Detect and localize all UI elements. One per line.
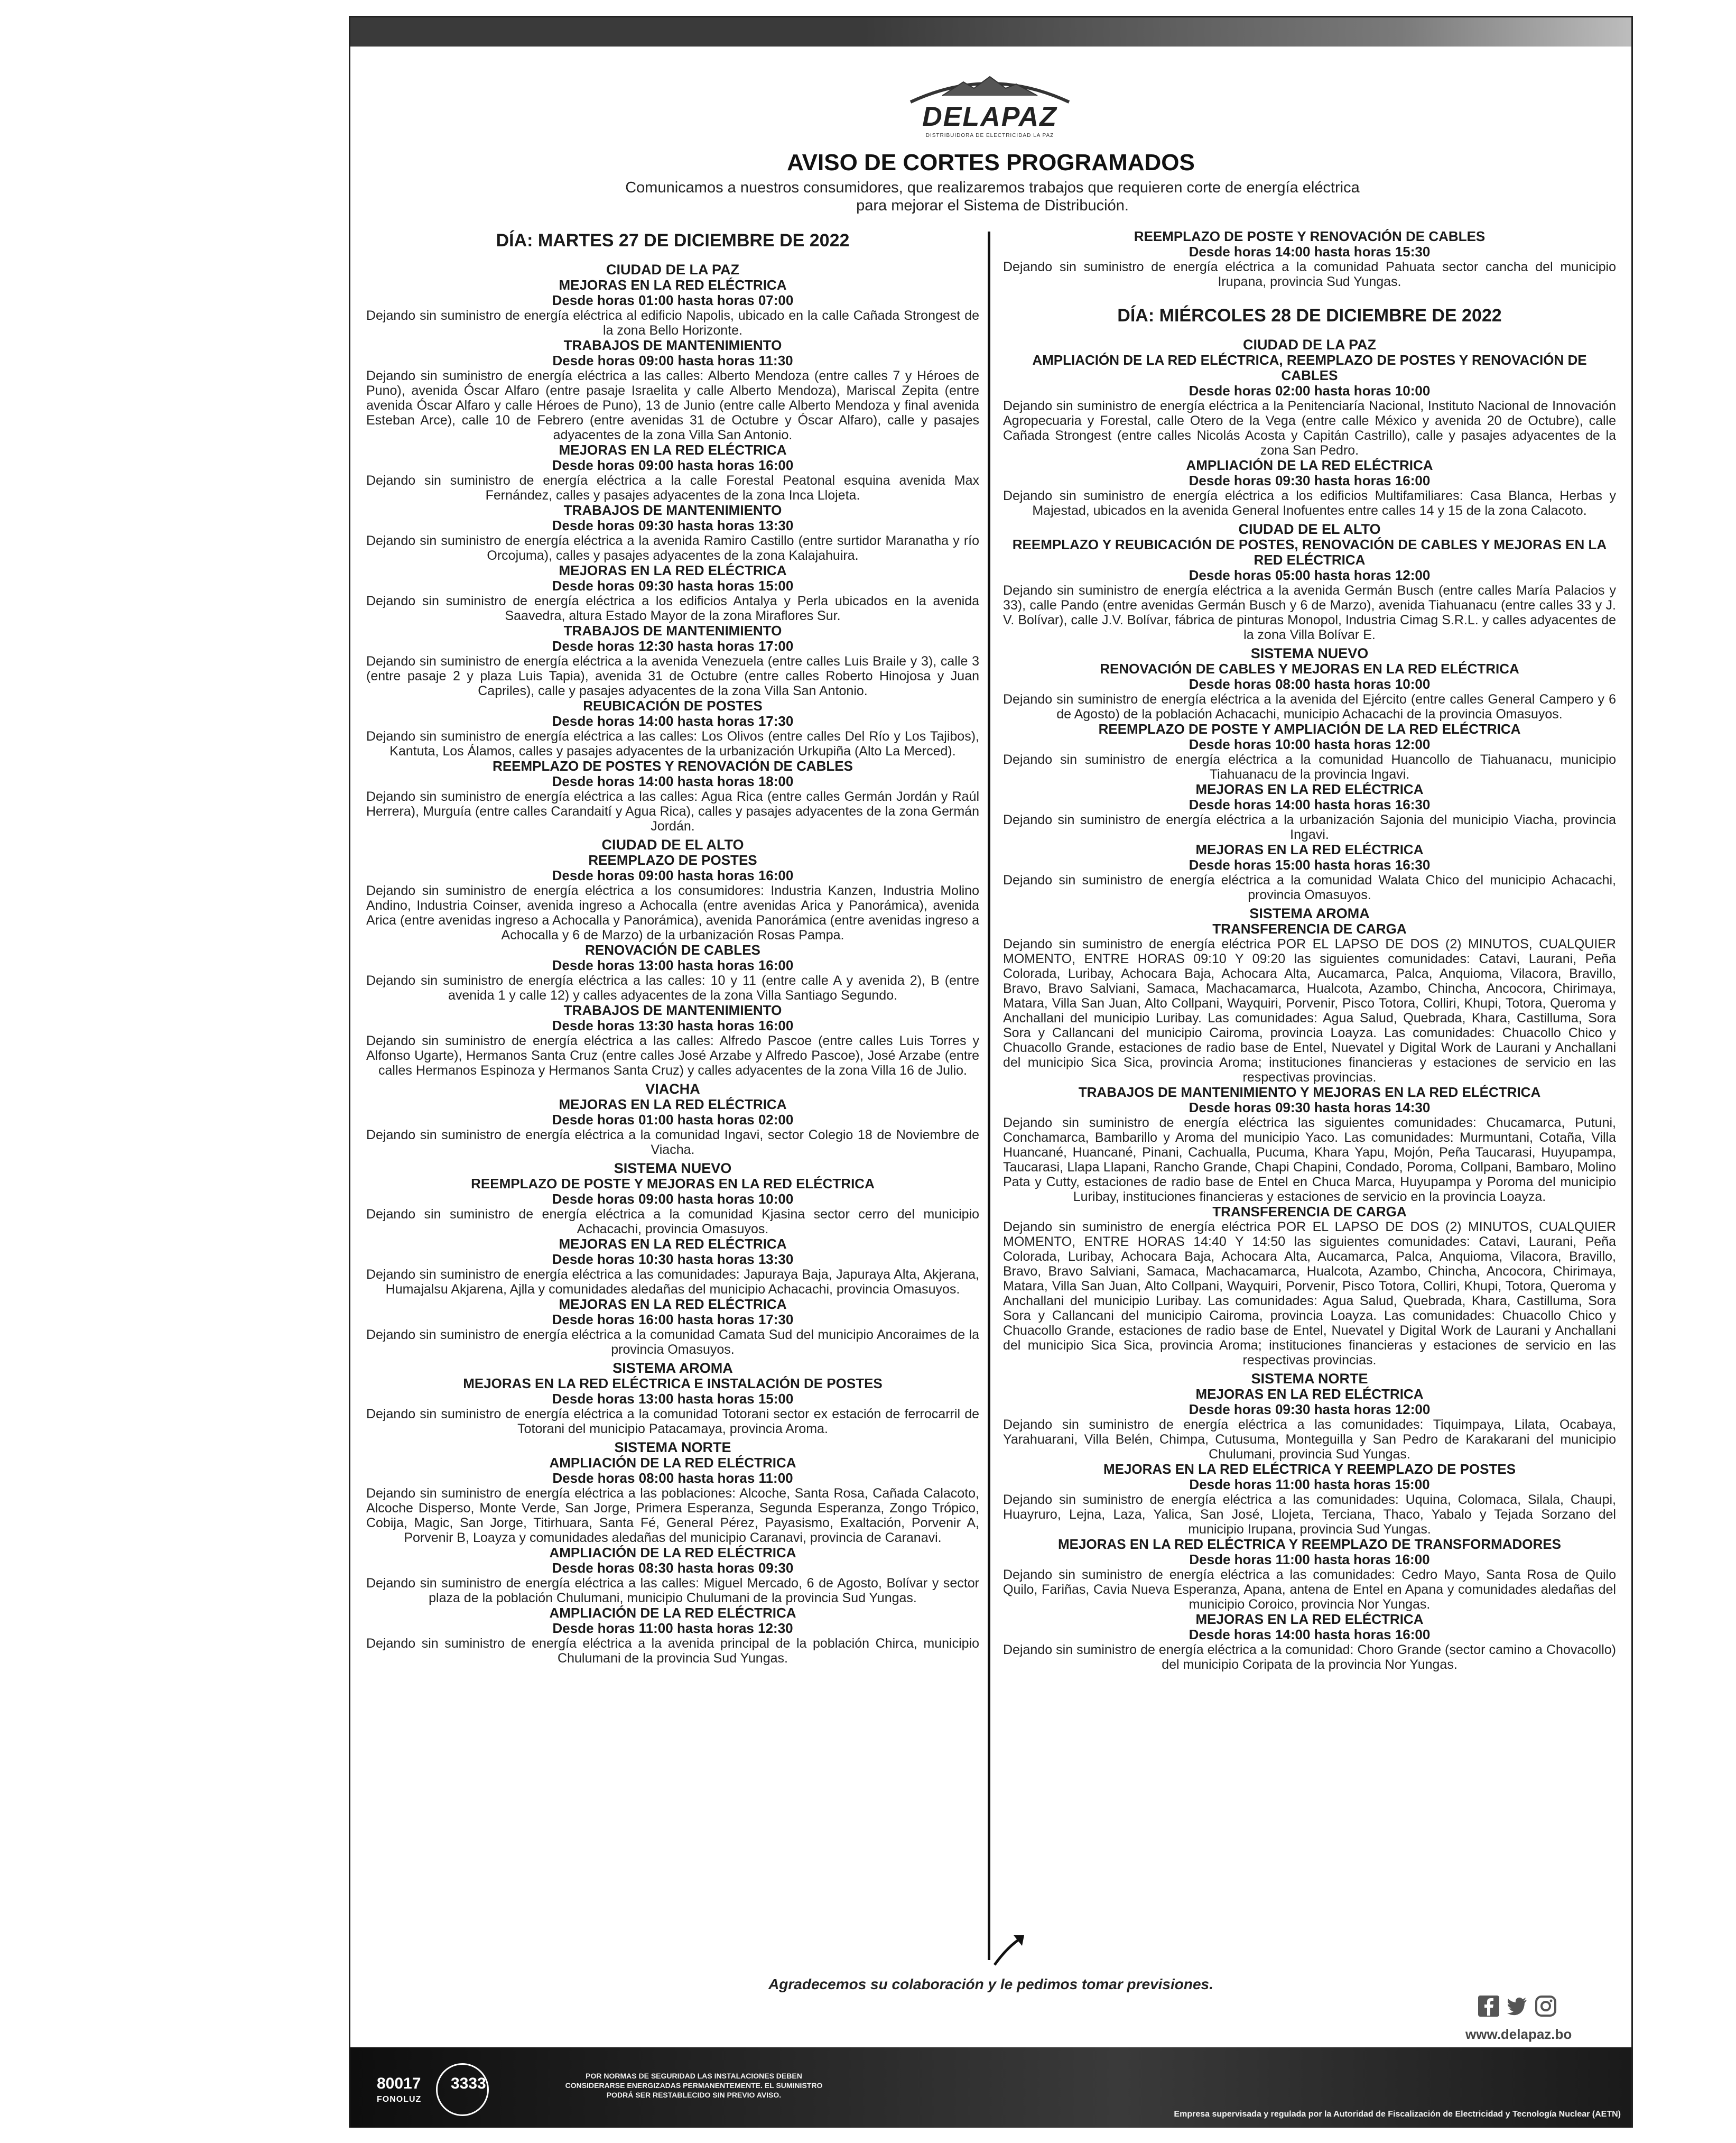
affected-areas: Dejando sin suministro de energía eléctrica a la comunidad Camata Sud del municipio Ancoraimes de la provincia Omasuyos. [366, 1327, 979, 1357]
affected-areas: Dejando sin suministro de energía eléctrica a las calles: Alfredo Pascoe (entre calles Luis Torres y Alfonso Ugarte), Hermanos Santa Cruz (entre calles José Arzabe y Alfredo Pascoe), José Arzabe (entre calles Hermanos Espinoza y Hermanos Santa Cruz) y calles adyacentes de la zona Villa 16 de Julio. [366, 1033, 979, 1078]
work-type: RENOVACIÓN DE CABLES Y MEJORAS EN LA RED ELÉCTRICA [1100, 661, 1519, 677]
outage-block [366, 262, 979, 338]
work-type: TRANSFERENCIA DE CARGA [1212, 921, 1407, 937]
time-range: Desde horas 09:00 hasta horas 16:00 [552, 457, 794, 473]
affected-areas: Dejando sin suministro de energía eléctrica a los consumidores: Industria Kanzen, Industria Molino Andino, Industria Coinser, avenida ingreso a Achocalla (entre avenidas Arica y Panorámica), avenida Arica (entre avenidas ingreso a Achocalla y Panorámica), avenida Panorámica (entre avenidas ingreso a Achocalla y 6 de Marzo) de la urbanización Rosas Pampa. [366, 883, 979, 943]
twitter-icon[interactable] [1506, 1994, 1529, 2018]
continue-arrow-icon [991, 1931, 1028, 1968]
hotline-number-part2: 3333 [451, 2075, 486, 2092]
day-heading-tuesday: DÍA: MARTES 27 DE DICIEMBRE DE 2022 [496, 230, 850, 251]
work-type: REEMPLAZO DE POSTE Y RENOVACIÓN DE CABLES [1134, 228, 1486, 244]
time-range: Desde horas 14:00 hasta horas 16:30 [1189, 797, 1431, 812]
outage-block [1003, 1371, 1616, 1462]
hotline-number-part1: 80017 [377, 2075, 421, 2092]
affected-areas: Dejando sin suministro de energía eléctrica a la avenida Germán Busch (entre calles María Palacios y 33), calle Pando (entre avenidas Germán Busch y 6 de Marzo), avenida Tiahuanacu (entre calles 33 y J. V. Bolívar), calle J.V. Bolívar, fábrica de pinturas Monopol, Industria Cimag S.R.L. y calles adyacentes de la zona Villa Bolívar E. [1003, 583, 1616, 642]
region-heading: SISTEMA NUEVO [1250, 645, 1369, 661]
affected-areas: Dejando sin suministro de energía eléctrica a la avenida del Ejército (entre calles General Campero y 6 de Agosto) de la población Achacachi, municipio Achacachi de la provincia Omasuyos. [1003, 692, 1616, 722]
affected-areas: Dejando sin suministro de energía eléctrica a la calle Forestal Peatonal esquina avenida Max Fernández, calles y pasajes adyacentes de la zona Inca Llojeta. [366, 473, 979, 503]
work-type: MEJORAS EN LA RED ELÉCTRICA [1195, 1386, 1424, 1402]
facebook-icon[interactable] [1477, 1994, 1500, 2018]
left-outage-list [366, 262, 979, 1666]
affected-areas: Dejando sin suministro de energía eléctrica a las comunidades: Japuraya Baja, Japuraya Alta, Akjerana, Humajalsu Akjarena, Ajlla y comunidades aledañas del municipio Achacachi, provincia Omasuyos. [366, 1267, 979, 1297]
work-type: MEJORAS EN LA RED ELÉCTRICA Y REEMPLAZO DE POSTES [1103, 1461, 1516, 1477]
affected-areas: Dejando sin suministro de energía eléctrica a la avenida principal de la población Chirca, municipio Chulumani de la provincia Sud Yungas. [366, 1636, 979, 1666]
outage-block [366, 943, 979, 1003]
region-heading: VIACHA [645, 1081, 700, 1097]
outage-block [366, 503, 979, 563]
website-link[interactable]: www.delapaz.bo [1465, 2026, 1572, 2042]
outage-block [366, 442, 979, 503]
social-links [1465, 1994, 1571, 2021]
work-type: REEMPLAZO Y REUBICACIÓN DE POSTES, RENOVACIÓN DE CABLES Y MEJORAS EN LA RED ELÉCTRICA [1012, 537, 1607, 568]
instagram-icon[interactable] [1534, 1994, 1557, 2018]
work-type: REEMPLAZO DE POSTE Y AMPLIACIÓN DE LA RED ELÉCTRICA [1098, 721, 1521, 737]
thanks-message: Agradecemos su colaboración y le pedimos tomar previsiones. [768, 1976, 1213, 1992]
affected-areas: Dejando sin suministro de energía eléctrica a los edificios Antalya y Perla ubicados en la avenida Saavedra, altura Estado Mayor de la zona Miraflores Sur. [366, 594, 979, 623]
affected-areas: Dejando sin suministro de energía eléctrica a las comunidades: Uquina, Colomaca, Silala, Chaupi, Huayruro, Lejna, Laza, Yalica, San José, Llojeta, Terciana, Thaco, Yabalo y Tejada Sorzano del municipio Irupana, provincia Sud Yungas. [1003, 1492, 1616, 1537]
work-type: MEJORAS EN LA RED ELÉCTRICA [1195, 781, 1424, 797]
hotline-label: FONOLUZ [377, 2095, 422, 2104]
outage-block [1003, 337, 1616, 458]
outage-block [366, 1081, 979, 1157]
time-range: Desde horas 15:00 hasta horas 16:30 [1189, 857, 1431, 873]
affected-areas: Dejando sin suministro de energía eléctrica a la Penitenciaría Nacional, Instituto Nacional de Innovación Agropecuaria y Forestal, calle Otero de la Vega (entre calle México y avenida 20 de Octubre), calle Cañada Strongest (entre calles Nicolás Acosta y Capitán Castrillo), calle y pasajes adyacentes de la zona San Pedro. [1003, 399, 1616, 458]
left-column [366, 229, 979, 1666]
time-range: Desde horas 02:00 hasta horas 10:00 [1189, 383, 1431, 399]
work-type: TRABAJOS DE MANTENIMIENTO Y MEJORAS EN LA RED ELÉCTRICA [1078, 1084, 1541, 1100]
outage-block [1003, 645, 1616, 722]
affected-areas: Dejando sin suministro de energía eléctrica las siguientes comunidades: Chucamarca, Putuni, Conchamarca, Bambarillo y Aroma del municipio Yaco. Las comunidades: Murmuntani, Cotaña, Villa Huancané, Huancané, Pinani, Cachualla, Pucuma, Khara Yapu, Mojón, Peña Taucarasi, Huyupampa, Taucarasi, Llapa Llapani, Rancho Grande, Chapi Chapini, Condado, Poroma, Collpani, Bambaro, Molino Pata y Cutty, estaciones de radio base de Entel en Chuca Marca, Huyupampa y Poroma del municipio Luribay, instituciones financieras y estaciones de servicio en la provincia Loayza. [1003, 1115, 1616, 1204]
time-range: Desde horas 09:30 hasta horas 15:00 [552, 578, 794, 594]
work-type: REEMPLAZO DE POSTES Y RENOVACIÓN DE CABLES [493, 758, 853, 774]
time-range: Desde horas 05:00 hasta horas 12:00 [1189, 567, 1431, 583]
time-range: Desde horas 11:00 hasta horas 16:00 [1189, 1551, 1430, 1567]
outage-block [1003, 722, 1616, 782]
work-type: TRABAJOS DE MANTENIMIENTO [563, 623, 782, 639]
time-range: Desde horas 12:30 hasta horas 17:00 [552, 638, 794, 654]
time-range: Desde horas 09:30 hasta horas 13:30 [552, 518, 794, 533]
work-type: MEJORAS EN LA RED ELÉCTRICA [1195, 842, 1424, 857]
outage-block [366, 1236, 979, 1297]
outage-block [1003, 782, 1616, 842]
affected-areas: Dejando sin suministro de energía eléctrica a las calles: Miguel Mercado, 6 de Agosto, Bolívar y sector plaza de la población Chulumani, municipio Chulumani de la provincia Sud Yungas. [366, 1576, 979, 1605]
outage-block [1003, 229, 1616, 289]
outage-block [366, 623, 979, 698]
work-type: AMPLIACIÓN DE LA RED ELÉCTRICA, REEMPLAZO DE POSTES Y RENOVACIÓN DE CABLES [1032, 352, 1587, 383]
outage-block [1003, 1085, 1616, 1204]
logo-subtitle: DISTRIBUIDORA DE ELECTRICIDAD LA PAZ [925, 133, 1054, 138]
affected-areas: Dejando sin suministro de energía eléctrica a las comunidades: Cedro Mayo, Santa Rosa de Quilo Quilo, Fariñas, Cavia Nueva Esperanza, Apana, antena de Entel en Apana y comunidades aledañas del municipio Coroico, provincia Nor Yungas. [1003, 1567, 1616, 1612]
work-type: AMPLIACIÓN DE LA RED ELÉCTRICA [549, 1455, 796, 1471]
time-range: Desde horas 09:30 hasta horas 12:00 [1189, 1401, 1431, 1417]
time-range: Desde horas 13:30 hasta horas 16:00 [552, 1018, 794, 1033]
outage-block [366, 1439, 979, 1545]
region-heading: SISTEMA NORTE [1251, 1371, 1368, 1387]
regulator-notice: Empresa supervisada y regulada por la Autoridad de Fiscalización de Electricidad y Tecnología Nuclear (AETN) [1174, 2110, 1621, 2119]
outage-block [366, 1360, 979, 1436]
safety-notice: POR NORMAS DE SEGURIDAD LAS INSTALACIONES DEBEN CONSIDERARSE ENERGIZADAS PERMANENTEMENTE. EL SUMINISTRO PODRÁ SER RESTABLECIDO SIN PREVIO AVISO. [565, 2072, 823, 2099]
time-range: Desde horas 13:00 hasta horas 15:00 [552, 1391, 794, 1407]
affected-areas: Dejando sin suministro de energía eléctrica a la comunidad Huancollo de Tiahuanacu, municipio Tiahuanacu de la provincia Ingavi. [1003, 752, 1616, 782]
outage-block [366, 338, 979, 442]
time-range: Desde horas 14:00 hasta horas 18:00 [552, 773, 794, 789]
right-column [1003, 229, 1616, 1672]
affected-areas: Dejando sin suministro de energía eléctrica POR EL LAPSO DE DOS (2) MINUTOS, CUALQUIER MOMENTO, ENTRE HORAS 14:40 Y 14:50 las siguientes comunidades: Catavi, Laurani, Peña Colorada, Luribay, Achocara Baja, Achocara Alta, Aucamarca, Palca, Anquioma, Vilacora, Bravillo, Bravo, Bravo Salviani, Samaca, Machacamarca, Hualcota, Azambo, Chincha, Ancocora, Chirimaya, Matara, Villa San Juan, Alto Collpani, Wayquiri, Porvenir, Pisco Totora, Colliri, Khupi, Totora, Queroma y Anchallani del municipio Luribay. Las comunidades: Agua Salud, Quebrada, Khara, Castilluma, Sora Sora y Callancani del municipio Cairoma, provincia Loayza. Las comunidades: Chuacollo Chico y Chuacollo Grande, estaciones de radio base de Entel, Nuevatel y Digital Work de Laurani y Anchallani del municipio Sica Sica, provincia Aroma; instituciones financieras y estaciones de servicio en las respectivas provincias. [1003, 1220, 1616, 1368]
work-type: RENOVACIÓN DE CABLES [585, 942, 760, 958]
time-range: Desde horas 10:30 hasta horas 13:30 [552, 1251, 794, 1267]
work-type: MEJORAS EN LA RED ELÉCTRICA [559, 1236, 787, 1252]
affected-areas: Dejando sin suministro de energía eléctrica a la comunidad Walata Chico del municipio Achacachi, provincia Omasuyos. [1003, 873, 1616, 902]
outage-block [1003, 1612, 1616, 1672]
outage-block [366, 563, 979, 623]
work-type: MEJORAS EN LA RED ELÉCTRICA E INSTALACIÓN DE POSTES [463, 1375, 883, 1391]
time-range: Desde horas 09:00 hasta horas 16:00 [552, 867, 794, 883]
region-heading: SISTEMA AROMA [1249, 906, 1370, 921]
region-heading: CIUDAD DE LA PAZ [606, 262, 739, 278]
work-type: TRANSFERENCIA DE CARGA [1212, 1204, 1407, 1220]
logo-name: DELAPAZ [922, 101, 1057, 132]
work-type: MEJORAS EN LA RED ELÉCTRICA Y REEMPLAZO DE TRANSFORMADORES [1058, 1536, 1561, 1552]
time-range: Desde horas 08:00 hasta horas 11:00 [552, 1470, 793, 1486]
time-range: Desde horas 14:00 hasta horas 15:30 [1189, 244, 1431, 260]
affected-areas: Dejando sin suministro de energía eléctrica a las calles: Los Olivos (entre calles Del Río y Los Tajibos), Kantuta, Los Álamos, calles y pasajes adyacentes de la urbanización Urkupiña (Alto La Merced). [366, 729, 979, 759]
time-range: Desde horas 14:00 hasta horas 17:30 [552, 713, 794, 729]
work-type: TRABAJOS DE MANTENIMIENTO [563, 337, 782, 353]
affected-areas: Dejando sin suministro de energía eléctrica a las calles: Alberto Mendoza (entre calles 7 y Héroes de Puno), avenida Óscar Alfaro (entre pasaje Israelita y calle Alberto Mendoza), Mariscal Zepita (entre avenida Óscar Alfaro y calle Héroes de Puno), 13 de Junio (entre calle Alberto Mendoza y final avenida Esteban Arce), calle 10 de Febrero (entre avenidas 31 de Octubre y Óscar Alfaro), calle y pasajes adyacentes de la zona Villa San Antonio. [366, 368, 979, 442]
time-range: Desde horas 13:00 hasta horas 16:00 [552, 957, 794, 973]
affected-areas: Dejando sin suministro de energía eléctrica a la avenida Venezuela (entre calles Luis Braile y 3), calle 3 (entre pasaje 2 y plaza Luis Tapia), avenida 31 de Octubre (entre calles Roberto Hinojosa y Juan Capriles), calle y pasajes adyacentes de la zona Villa San Antonio. [366, 654, 979, 698]
time-range: Desde horas 16:00 hasta horas 17:30 [552, 1311, 794, 1327]
company-logo [905, 70, 1074, 139]
outage-block [1003, 458, 1616, 518]
page-title: AVISO DE CORTES PROGRAMADOS [787, 150, 1195, 175]
time-range: Desde horas 08:30 hasta horas 09:30 [552, 1560, 794, 1576]
work-type: MEJORAS EN LA RED ELÉCTRICA [559, 562, 787, 578]
work-type: MEJORAS EN LA RED ELÉCTRICA [559, 1096, 787, 1112]
affected-areas: Dejando sin suministro de energía eléctrica POR EL LAPSO DE DOS (2) MINUTOS, CUALQUIER MOMENTO, ENTRE HORAS 09:10 Y 09:20 las siguientes comunidades: Catavi, Laurani, Peña Colorada, Luribay, Achocara Baja, Achocara Alta, Aucamarca, Palca, Anquioma, Vilacora, Bravillo, Bravo, Bravo Salviani, Samaca, Machacamarca, Hualcota, Azambo, Chincha, Ancocora, Chirimaya, Matara, Villa San Juan, Alto Collpani, Wayquiri, Porvenir, Pisco Totora, Colliri, Khupi, Totora, Queroma y Anchallani del municipio Luribay. Las comunidades: Agua Salud, Quebrada, Khara, Castilluma, Sora Sora y Callancani del municipio Cairoma, provincia Loayza. Las comunidades: Chuacollo Chico y Chuacollo Grande, estaciones de radio base de Entel, Nuevatel y Digital Work de Laurani y Anchallani del municipio Sica Sica, provincia Aroma; instituciones financieras y estaciones de servicio en las respectivas provincias. [1003, 937, 1616, 1085]
region-heading: CIUDAD DE LA PAZ [1243, 337, 1376, 353]
affected-areas: Dejando sin suministro de energía eléctrica a las poblaciones: Alcoche, Santa Rosa, Cañada Calacoto, Alcoche Disperso, Monte Verde, San Jorge, Primera Esperanza, Segunda Esperanza, Zongo Trópico, Cobija, Magic, San Jorge, Titirhuara, Santa Fé, General Pérez, Payasismo, Exaltación, Porvenir A, Porvenir B, Loayza y comunidades aledañas del municipio Caranavi, provincia de Caranavi. [366, 1486, 979, 1545]
outage-block [366, 837, 979, 943]
hotline-badge [377, 2059, 525, 2117]
time-range: Desde horas 09:00 hasta horas 11:30 [552, 353, 793, 368]
time-range: Desde horas 08:00 hasta horas 10:00 [1189, 676, 1431, 692]
affected-areas: Dejando sin suministro de energía eléctrica a la comunidad: Choro Grande (sector camino a Chovacollo) del municipio Coripata de la provincia Nor Yungas. [1003, 1642, 1616, 1672]
work-type: AMPLIACIÓN DE LA RED ELÉCTRICA [549, 1545, 796, 1560]
outage-block [366, 759, 979, 834]
work-type: AMPLIACIÓN DE LA RED ELÉCTRICA [549, 1605, 796, 1621]
affected-areas: Dejando sin suministro de energía eléctrica a la comunidad Ingavi, sector Colegio 18 de Noviembre de Viacha. [366, 1128, 979, 1157]
time-range: Desde horas 09:30 hasta horas 14:30 [1189, 1100, 1431, 1115]
time-range: Desde horas 14:00 hasta horas 16:00 [1189, 1627, 1431, 1642]
work-type: MEJORAS EN LA RED ELÉCTRICA [559, 442, 787, 458]
affected-areas: Dejando sin suministro de energía eléctrica a las comunidades: Tiquimpaya, Lilata, Ocabaya, Yarahuarani, Villa Belén, Chimpa, Cutusuma, Monteguilla y San Pedro de Karakarani del municipio Chulumani, provincia Sud Yungas. [1003, 1417, 1616, 1462]
right-outage-list [1003, 337, 1616, 1672]
outage-block [366, 1297, 979, 1357]
affected-areas: Dejando sin suministro de energía eléctrica a la comunidad Pahuata sector cancha del municipio Irupana, provincia Sud Yungas. [1003, 260, 1616, 289]
column-divider [988, 232, 990, 1960]
work-type: MEJORAS EN LA RED ELÉCTRICA [559, 1296, 787, 1312]
work-type: TRABAJOS DE MANTENIMIENTO [563, 502, 782, 518]
time-range: Desde horas 11:00 hasta horas 12:30 [552, 1620, 793, 1636]
affected-areas: Dejando sin suministro de energía eléctrica a la comunidad Totorani sector ex estación de ferrocarril de Totorani del municipio Patacamaya, provincia Aroma. [366, 1407, 979, 1436]
top-banner-gradient [863, 17, 1631, 47]
region-heading: SISTEMA NORTE [614, 1439, 731, 1455]
region-heading: SISTEMA NUEVO [614, 1160, 732, 1176]
intro-text: Comunicamos a nuestros consumidores, que realizaremos trabajos que requieren corte de energía eléctrica para mejorar el Sistema de Distribución. [625, 179, 1360, 214]
affected-areas: Dejando sin suministro de energía eléctrica a las calles: Agua Rica (entre calles Germán Jordán y Raúl Herrera), Murguía (entre calles Carandaití y Agua Rica), calles y pasajes adyacentes de la zona Germán Jordán. [366, 789, 979, 834]
time-range: Desde horas 11:00 hasta horas 15:00 [1189, 1476, 1430, 1492]
work-type: REEMPLAZO DE POSTE Y MEJORAS EN LA RED ELÉCTRICA [471, 1176, 875, 1191]
affected-areas: Dejando sin suministro de energía eléctrica a la avenida Ramiro Castillo (entre surtidor Maranatha y río Orcojuma), calles y pasajes adyacentes de la zona Kalajahuira. [366, 533, 979, 563]
outage-block [1003, 521, 1616, 642]
day-heading-wednesday: DÍA: MIÉRCOLES 28 DE DICIEMBRE DE 2022 [1117, 306, 1502, 326]
footer-bar [350, 2047, 1631, 2128]
region-heading: CIUDAD DE EL ALTO [601, 837, 744, 853]
outage-block [1003, 1537, 1616, 1612]
outage-block [1003, 906, 1616, 1085]
outage-block [1003, 842, 1616, 902]
outage-block [366, 1545, 979, 1605]
affected-areas: Dejando sin suministro de energía eléctrica a las calles: 10 y 11 (entre calle A y avenida 2), B (entre avenida 1 y calle 12) y calles adyacentes de la zona Villa Santiago Segundo. [366, 973, 979, 1003]
affected-areas: Dejando sin suministro de energía eléctrica al edificio Napolis, ubicado en la calle Cañada Strongest de la zona Bello Horizonte. [366, 308, 979, 338]
time-range: Desde horas 01:00 hasta horas 02:00 [552, 1112, 794, 1128]
time-range: Desde horas 10:00 hasta horas 12:00 [1189, 736, 1431, 752]
work-type: AMPLIACIÓN DE LA RED ELÉCTRICA [1186, 457, 1433, 473]
notice-frame [349, 16, 1633, 2128]
outage-block [1003, 1204, 1616, 1368]
time-range: Desde horas 09:00 hasta horas 10:00 [552, 1191, 794, 1207]
work-type: MEJORAS EN LA RED ELÉCTRICA [1195, 1611, 1424, 1627]
region-heading: CIUDAD DE EL ALTO [1238, 521, 1381, 537]
affected-areas: Dejando sin suministro de energía eléctrica a la comunidad Kjasina sector cerro del municipio Achacachi, provincia Omasuyos. [366, 1207, 979, 1236]
affected-areas: Dejando sin suministro de energía eléctrica a los edificios Multifamiliares: Casa Blanca, Herbas y Majestad, ubicados en la avenida General Inofuentes entre calles 14 y 15 de la zona Calacoto. [1003, 488, 1616, 518]
outage-block [366, 1605, 979, 1666]
work-type: MEJORAS EN LA RED ELÉCTRICA [559, 277, 787, 293]
work-type: TRABAJOS DE MANTENIMIENTO [563, 1002, 782, 1018]
outage-block [366, 698, 979, 759]
work-type: REUBICACIÓN DE POSTES [583, 698, 763, 714]
time-range: Desde horas 09:30 hasta horas 16:00 [1189, 473, 1431, 488]
work-type: REEMPLAZO DE POSTES [588, 852, 757, 868]
affected-areas: Dejando sin suministro de energía eléctrica a la urbanización Sajonia del municipio Viacha, provincia Ingavi. [1003, 812, 1616, 842]
time-range: Desde horas 01:00 hasta horas 07:00 [552, 292, 794, 308]
outage-block [366, 1003, 979, 1078]
top-banner [350, 17, 1631, 47]
outage-block [366, 1160, 979, 1236]
region-heading: SISTEMA AROMA [612, 1360, 733, 1376]
outage-block [1003, 1462, 1616, 1537]
right-lead-list [1003, 229, 1616, 289]
